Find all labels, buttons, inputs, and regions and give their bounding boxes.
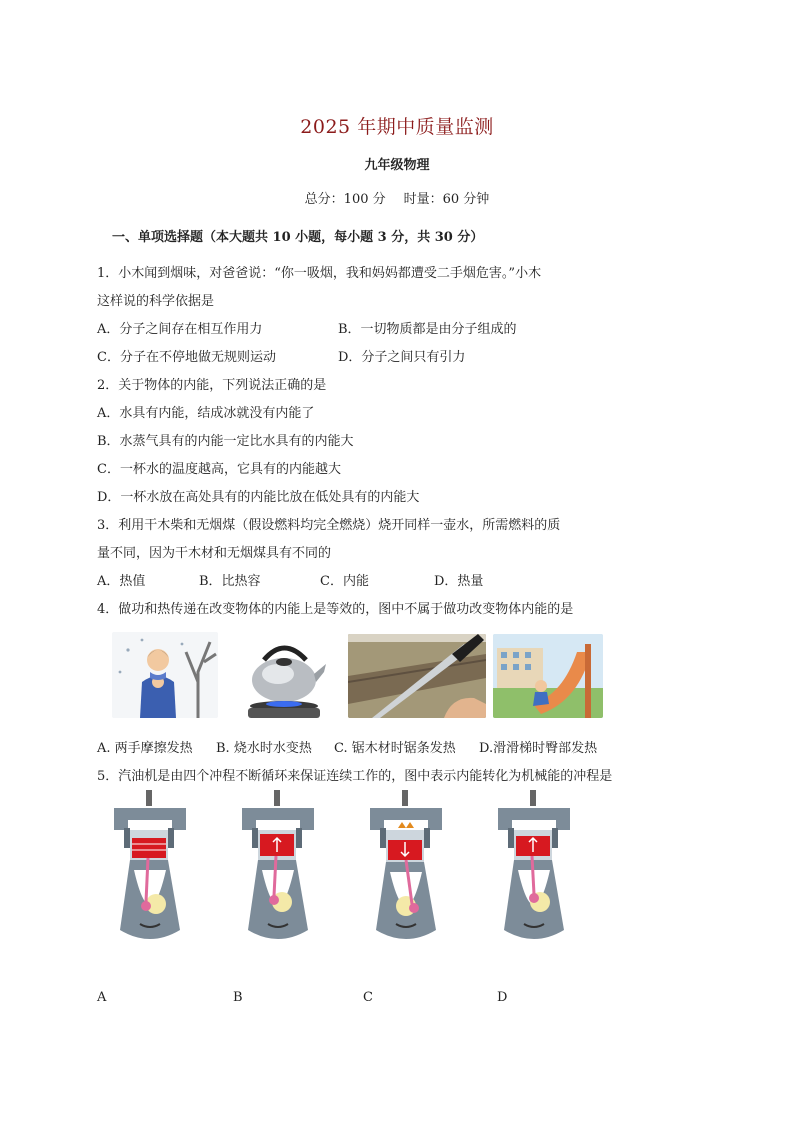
engine-label-c: C bbox=[363, 990, 373, 1005]
engine-diagram-b bbox=[238, 790, 318, 940]
q3-option-b: B．比热容 bbox=[199, 574, 261, 589]
q4-option-c: C. 锯木材时锯条发热 bbox=[334, 741, 456, 756]
engine-diagram-d bbox=[494, 790, 574, 940]
q3-stem-line1: 3．利用干木柴和无烟煤（假设燃料均完全燃烧）烧开同样一壶水，所需燃料的质 bbox=[97, 518, 561, 533]
q1-stem-line2: 这样说的科学依据是 bbox=[97, 294, 215, 309]
q4-option-a: A. 两手摩擦发热 bbox=[97, 741, 193, 756]
q1-option-d: D．分子之间只有引力 bbox=[338, 350, 466, 365]
q5-stem: 5．汽油机是由四个冲程不断循环来保证连续工作的，图中表示内能转化为机械能的冲程是 bbox=[97, 769, 613, 784]
q3-stem-line2: 量不同，因为干木材和无烟煤具有不同的 bbox=[97, 546, 332, 561]
q2-option-d: D．一杯水放在高处具有的内能比放在低处具有的内能大 bbox=[97, 490, 420, 505]
q2-option-b: B．水蒸气具有的内能一定比水具有的内能大 bbox=[97, 434, 354, 449]
q4-image-b-kettle bbox=[238, 634, 328, 720]
q4-image-c-sawing-wood bbox=[348, 634, 486, 718]
q1-option-c: C．分子在不停地做无规则运动 bbox=[97, 350, 276, 365]
engine-label-b: B bbox=[233, 990, 243, 1005]
q2-stem: 2．关于物体的内能，下列说法正确的是 bbox=[97, 378, 327, 393]
q3-option-d: D．热量 bbox=[434, 574, 484, 589]
q1-stem-line1: 1．小木闻到烟味，对爸爸说：“你一吸烟，我和妈妈都遭受二手烟危害。”小木 bbox=[97, 266, 542, 281]
engine-diagram-c bbox=[366, 790, 446, 940]
q4-option-d: D.滑滑梯时臀部发热 bbox=[479, 741, 598, 756]
q1-option-b: B．一切物质都是由分子组成的 bbox=[338, 322, 517, 337]
q3-option-a: A．热值 bbox=[97, 574, 146, 589]
exam-meta bbox=[0, 188, 794, 207]
engine-diagram-a bbox=[110, 790, 190, 940]
engine-label-a: A bbox=[97, 990, 107, 1005]
q3-option-c: C．内能 bbox=[320, 574, 369, 589]
engine-label-d: D bbox=[497, 990, 508, 1005]
q2-option-c: C．一杯水的温度越高，它具有的内能越大 bbox=[97, 462, 341, 477]
q4-image-a-rubbing-hands bbox=[112, 632, 218, 718]
q1-option-a: A．分子之间存在相互作用力 bbox=[97, 322, 263, 337]
page-title: 2025 年期中质量监测 bbox=[300, 116, 494, 138]
q4-image-d-slide bbox=[493, 634, 603, 718]
exam-time: 时量：60 分钟 bbox=[403, 192, 490, 207]
page-subtitle: 九年级物理 bbox=[364, 158, 430, 173]
total-score: 总分：100 分 bbox=[304, 192, 386, 207]
q2-option-a: A．水具有内能，结成冰就没有内能了 bbox=[97, 406, 315, 421]
q4-option-b: B. 烧水时水变热 bbox=[216, 741, 312, 756]
section-heading: 一、单项选择题（本大题共 10 小题，每小题 3 分，共 30 分） bbox=[112, 230, 484, 245]
q4-stem: 4．做功和热传递在改变物体的内能上是等效的，图中不属于做功改变物体内能的是 bbox=[97, 602, 574, 617]
